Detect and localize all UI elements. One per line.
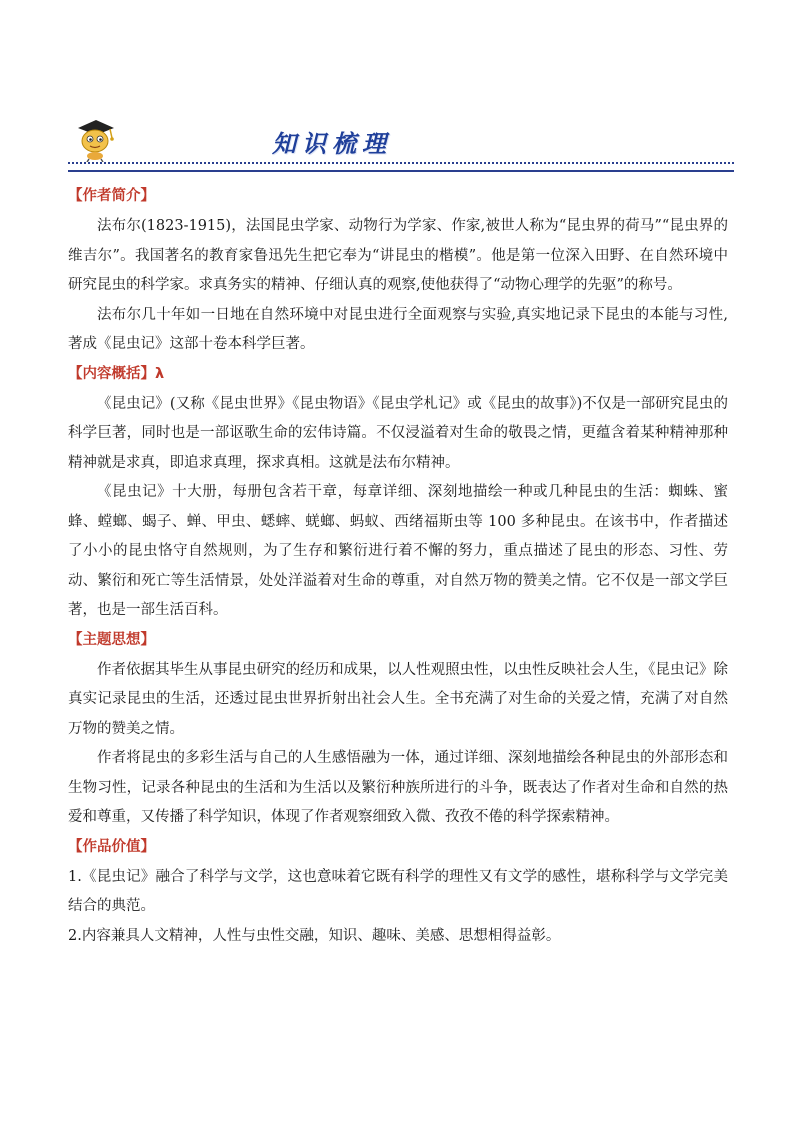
document-body [68, 184, 728, 951]
list-item: 2.内容兼具人文精神，人性与虫性交融，知识、趣味、美感、思想相得益彰。 [68, 927, 561, 944]
section-summary [68, 362, 728, 626]
section-heading: 【内容概括】λ [68, 365, 165, 382]
section-author [68, 184, 728, 360]
section-value [68, 835, 728, 952]
paragraph: 法布尔(1823-1915)，法国昆虫学家、动物行为学家、作家,被世人称为“昆虫界的荷马”“昆虫界的维吉尔”。我国著名的教育家鲁迅先生把它奉为“讲昆虫的楷模”。他是第一位深入田野、在自然环境中研究昆虫的科学家。求真务实的精神、仔细认真的观察,使他获得了“动物心理学的先驱”的称号。 [68, 218, 728, 293]
paragraph: 法布尔几十年如一日地在自然环境中对昆虫进行全面观察与实验,真实地记录下昆虫的本能与习性,著成《昆虫记》这部十卷本科学巨著。 [68, 306, 728, 352]
list-item: 1.《昆虫记》融合了科学与文学，这也意味着它既有科学的理性又有文学的感性，堪称科学与文学完美结合的典范。 [68, 868, 728, 914]
graduate-mascot-icon [72, 116, 118, 162]
section-heading: 【作者简介】 [68, 188, 155, 204]
paragraph: 《昆虫记》十大册，每册包含若干章，每章详细、深刻地描绘一种或几种昆虫的生活：蜘蛛、蜜蜂、螳螂、蝎子、蝉、甲虫、蟋蟀、蜣螂、蚂蚁、西绪福斯虫等 100 多种昆虫。在该书中，作者描述了小小的昆虫恪守自然规则，为了生存和繁衍进行着不懈的努力，重点描述了昆虫的形态、习性、劳动、繁衍和死亡等生活情景，处处洋溢着对生命的尊重，对自然万物的赞美之情。它不仅是一部文学巨著，也是一部生活百科。 [68, 484, 728, 618]
paragraph: 作者依据其毕生从事昆虫研究的经历和成果，以人性观照虫性，以虫性反映社会人生，《昆虫记》除真实记录昆虫的生活，还透过昆虫世界折射出社会人生。全书充满了对生命的关爱之情，充满了对自然万物的赞美之情。 [68, 661, 728, 737]
section-heading: 【作品价值】 [68, 838, 155, 855]
page-header [68, 112, 734, 176]
paragraph: 《昆虫记》(又称《昆虫世界》《昆虫物语》《昆虫学札记》或《昆虫的故事》)不仅是一部研究昆虫的科学巨著，同时也是一部讴歌生命的宏伟诗篇。不仅浸溢着对生命的敬畏之情，更蕴含着某种精神那种精神就是求真，即追求真理，探求真相。这就是法布尔精神。 [68, 395, 728, 471]
page-title: 知识梳理 [272, 130, 392, 158]
paragraph: 作者将昆虫的多彩生活与自己的人生感悟融为一体，通过详细、深刻地描绘各种昆虫的外部形态和生物习性，记录各种昆虫的生活和为生活以及繁衍种族所进行的斗争，既表达了作者对生命和自然的热爱和尊重，又传播了科学知识，体现了作者观察细致入微、孜孜不倦的科学探索精神。 [68, 750, 728, 825]
section-heading: 【主题思想】 [68, 631, 155, 648]
header-solid-divider [68, 170, 734, 172]
header-dotted-divider [68, 162, 734, 164]
section-theme [68, 628, 728, 833]
